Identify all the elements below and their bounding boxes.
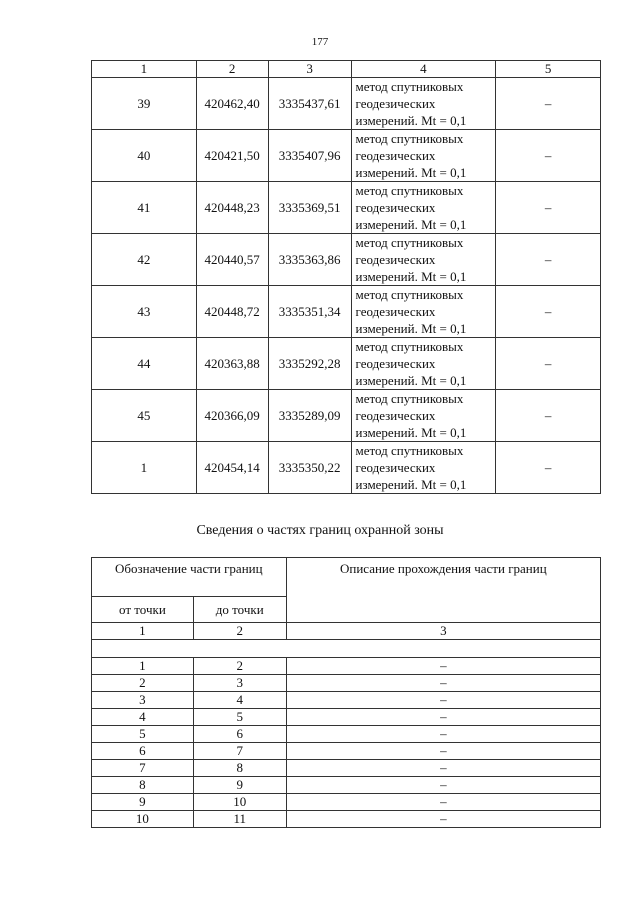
from-point: 7 xyxy=(92,760,194,777)
method-line-1: метод спутниковых xyxy=(355,391,464,406)
coordinate-x: 420363,88 xyxy=(196,338,268,390)
coordinate-y: 3335351,34 xyxy=(268,286,351,338)
description-header: Описание прохождения части границ xyxy=(286,558,600,623)
from-point: 3 xyxy=(92,692,194,709)
table-row xyxy=(92,675,601,692)
description: – xyxy=(286,675,600,692)
to-point: 5 xyxy=(193,709,286,726)
table-row xyxy=(92,78,601,130)
from-point: 4 xyxy=(92,709,194,726)
coordinate-x: 420462,40 xyxy=(196,78,268,130)
table-row xyxy=(92,234,601,286)
coordinate-x: 420448,23 xyxy=(196,182,268,234)
method-line-2: геодезических xyxy=(355,96,436,111)
description: – xyxy=(286,743,600,760)
method-line-2: геодезических xyxy=(355,304,436,319)
table-row xyxy=(92,777,601,794)
column-5-value: – xyxy=(496,286,601,338)
coordinate-x: 420440,57 xyxy=(196,234,268,286)
method-line-2: геодезических xyxy=(355,148,436,163)
method-cell xyxy=(351,442,496,494)
point-number: 42 xyxy=(92,234,197,286)
coordinate-x: 420454,14 xyxy=(196,442,268,494)
column-number-2: 2 xyxy=(193,623,286,640)
table-row xyxy=(92,338,601,390)
parts-header-row xyxy=(92,558,601,597)
table-row xyxy=(92,692,601,709)
table-row xyxy=(92,709,601,726)
method-line-3: измерений. Mt = 0,1 xyxy=(355,373,467,388)
method-line-1: метод спутниковых xyxy=(355,339,464,354)
method-cell xyxy=(351,130,496,182)
parts-column-numbers-row xyxy=(92,623,601,640)
section-title: Сведения о частях границ охранной зоны xyxy=(196,523,444,538)
column-number-3: 3 xyxy=(286,623,600,640)
description: – xyxy=(286,658,600,675)
description: – xyxy=(286,726,600,743)
column-number-5: 5 xyxy=(496,61,601,78)
from-point: 10 xyxy=(92,811,194,828)
to-point: 10 xyxy=(193,794,286,811)
table-row xyxy=(92,286,601,338)
column-5-value: – xyxy=(496,78,601,130)
method-line-1: метод спутниковых xyxy=(355,79,464,94)
empty-cell xyxy=(92,640,601,658)
method-line-3: измерений. Mt = 0,1 xyxy=(355,269,467,284)
point-number: 41 xyxy=(92,182,197,234)
description: – xyxy=(286,794,600,811)
coordinates-table xyxy=(91,60,601,494)
coordinate-y: 3335407,96 xyxy=(268,130,351,182)
to-point: 11 xyxy=(193,811,286,828)
from-point: 6 xyxy=(92,743,194,760)
method-cell xyxy=(351,338,496,390)
from-point: 2 xyxy=(92,675,194,692)
point-number: 1 xyxy=(92,442,197,494)
from-point: 8 xyxy=(92,777,194,794)
method-line-2: геодезических xyxy=(355,460,436,475)
column-number-2: 2 xyxy=(196,61,268,78)
coordinate-x: 420366,09 xyxy=(196,390,268,442)
column-5-value: – xyxy=(496,390,601,442)
coordinate-y: 3335289,09 xyxy=(268,390,351,442)
to-point: 9 xyxy=(193,777,286,794)
method-line-3: измерений. Mt = 0,1 xyxy=(355,321,467,336)
coordinate-x: 420448,72 xyxy=(196,286,268,338)
from-point-header: от точки xyxy=(92,597,194,623)
to-point-header: до точки xyxy=(193,597,286,623)
table-row xyxy=(92,182,601,234)
designation-header: Обозначение части границ xyxy=(92,558,287,597)
method-line-1: метод спутниковых xyxy=(355,443,464,458)
from-point: 1 xyxy=(92,658,194,675)
method-cell xyxy=(351,182,496,234)
method-line-1: метод спутниковых xyxy=(355,131,464,146)
description: – xyxy=(286,692,600,709)
to-point: 2 xyxy=(193,658,286,675)
table-row xyxy=(92,442,601,494)
column-number-1: 1 xyxy=(92,61,197,78)
coordinate-y: 3335292,28 xyxy=(268,338,351,390)
coordinate-x: 420421,50 xyxy=(196,130,268,182)
to-point: 4 xyxy=(193,692,286,709)
description: – xyxy=(286,709,600,726)
to-point: 3 xyxy=(193,675,286,692)
column-number-1: 1 xyxy=(92,623,194,640)
table-row xyxy=(92,390,601,442)
coordinates-header-row xyxy=(92,61,601,78)
table-row xyxy=(92,658,601,675)
page-number: 177 xyxy=(311,36,329,48)
method-line-3: измерений. Mt = 0,1 xyxy=(355,217,467,232)
from-point: 9 xyxy=(92,794,194,811)
table-row xyxy=(92,130,601,182)
point-number: 40 xyxy=(92,130,197,182)
column-5-value: – xyxy=(496,130,601,182)
method-line-2: геодезических xyxy=(355,408,436,423)
method-line-3: измерений. Mt = 0,1 xyxy=(355,425,467,440)
column-5-value: – xyxy=(496,442,601,494)
method-line-1: метод спутниковых xyxy=(355,287,464,302)
method-cell xyxy=(351,78,496,130)
point-number: 43 xyxy=(92,286,197,338)
method-line-2: геодезических xyxy=(355,200,436,215)
to-point: 8 xyxy=(193,760,286,777)
method-line-3: измерений. Mt = 0,1 xyxy=(355,113,467,128)
method-line-1: метод спутниковых xyxy=(355,235,464,250)
method-line-2: геодезических xyxy=(355,252,436,267)
point-number: 39 xyxy=(92,78,197,130)
point-number: 45 xyxy=(92,390,197,442)
column-5-value: – xyxy=(496,338,601,390)
column-number-3: 3 xyxy=(268,61,351,78)
column-5-value: – xyxy=(496,234,601,286)
description: – xyxy=(286,777,600,794)
column-5-value: – xyxy=(496,182,601,234)
description: – xyxy=(286,760,600,777)
table-row xyxy=(92,811,601,828)
method-line-3: измерений. Mt = 0,1 xyxy=(355,477,467,492)
coordinate-y: 3335437,61 xyxy=(268,78,351,130)
point-number: 44 xyxy=(92,338,197,390)
parts-empty-row xyxy=(92,640,601,658)
method-cell xyxy=(351,390,496,442)
to-point: 6 xyxy=(193,726,286,743)
table-row xyxy=(92,794,601,811)
coordinate-y: 3335369,51 xyxy=(268,182,351,234)
table-row xyxy=(92,760,601,777)
method-cell xyxy=(351,286,496,338)
column-number-4: 4 xyxy=(351,61,496,78)
method-line-2: геодезических xyxy=(355,356,436,371)
method-line-1: метод спутниковых xyxy=(355,183,464,198)
description: – xyxy=(286,811,600,828)
method-line-3: измерений. Mt = 0,1 xyxy=(355,165,467,180)
coordinate-y: 3335363,86 xyxy=(268,234,351,286)
boundary-parts-table xyxy=(91,557,601,828)
coordinate-y: 3335350,22 xyxy=(268,442,351,494)
from-point: 5 xyxy=(92,726,194,743)
method-cell xyxy=(351,234,496,286)
table-row xyxy=(92,726,601,743)
to-point: 7 xyxy=(193,743,286,760)
table-row xyxy=(92,743,601,760)
